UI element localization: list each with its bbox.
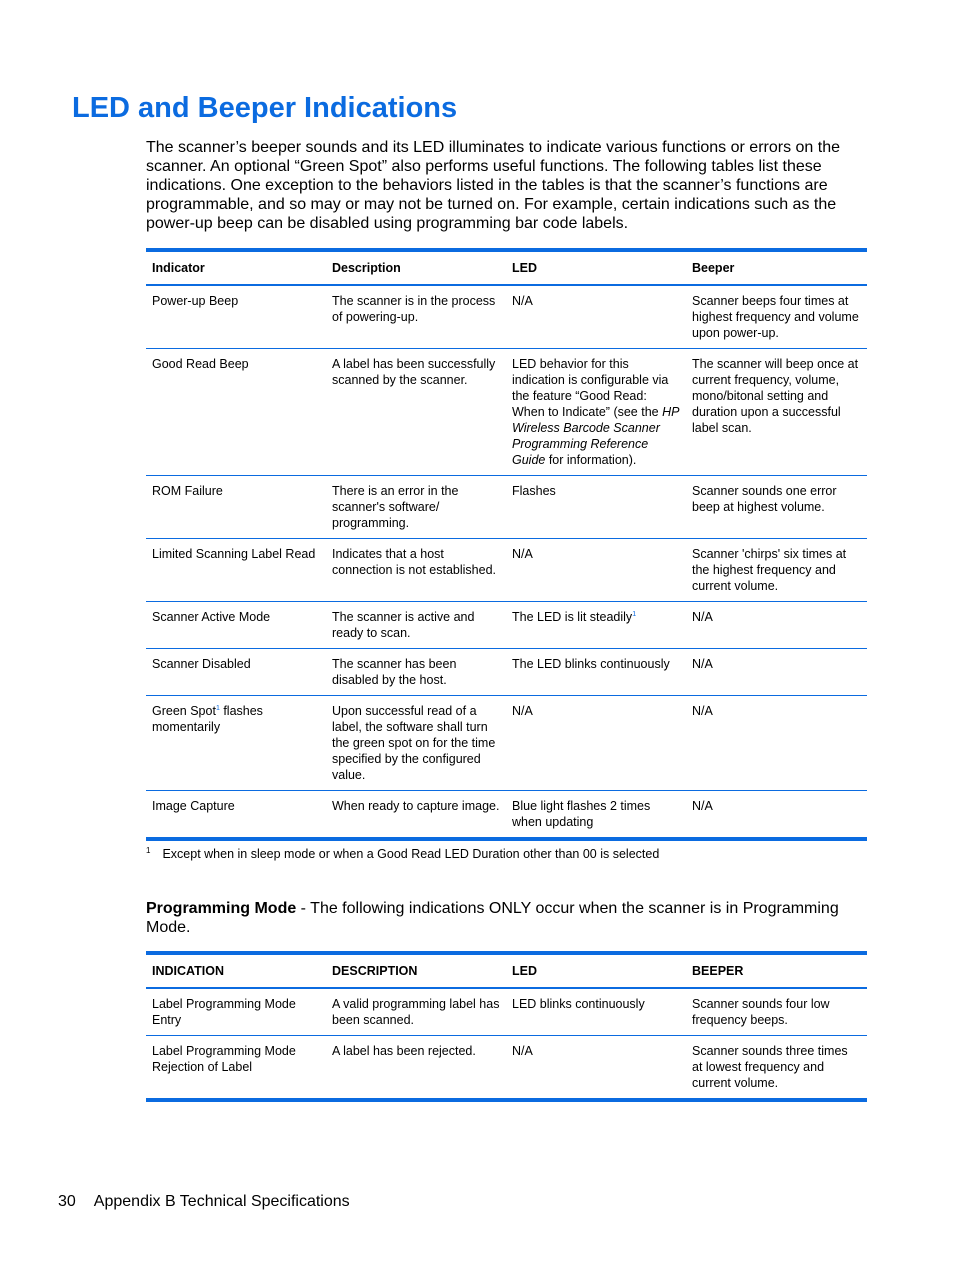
cell-led: The LED blinks continuously	[506, 649, 686, 696]
cell-description: Upon successful read of a label, the software shall turn the green spot on for the time specified by the configured value.	[326, 696, 506, 791]
header-beeper: Beeper	[686, 250, 867, 285]
reference-guide-title: HP Wireless Barcode Scanner Programming Reference Guide	[512, 405, 679, 467]
page-title: LED and Beeper Indications	[72, 92, 458, 124]
footer-section-title: Appendix B Technical Specifications	[93, 1193, 350, 1210]
table-row	[146, 791, 867, 840]
header-indicator: Indicator	[146, 250, 326, 285]
cell-description: A label has been successfully scanned by the scanner.	[326, 349, 506, 476]
programming-mode-table	[146, 951, 867, 1102]
cell-led: Blue light flashes 2 times when updating	[506, 791, 686, 840]
cell-beeper: Scanner sounds one error beep at highest volume.	[686, 476, 867, 539]
led-text: The LED is lit steadily	[512, 610, 633, 624]
table-header-row	[146, 250, 867, 285]
header-led: LED	[506, 250, 686, 285]
cell-indication: Label Programming Mode Rejection of Label	[146, 1036, 326, 1101]
cell-indicator: ROM Failure	[146, 476, 326, 539]
cell-description: The scanner is in the process of powering-up.	[326, 285, 506, 349]
table-header-row	[146, 953, 867, 988]
page-footer	[58, 1192, 350, 1211]
footnote-number: 1	[146, 846, 151, 855]
cell-description: The scanner has been disabled by the host.	[326, 649, 506, 696]
cell-description: A valid programming label has been scanned.	[326, 988, 506, 1036]
intro-paragraph: The scanner’s beeper sounds and its LED illuminates to indicate various functions or errors on the scanner. An optional “Green Spot” also performs useful functions. The following tables list these indications. One exception to the behaviors listed in the tables is that the scanner’s functions are programmable, and so may or may not be turned on. For example, certain indications such as the power-up beep can be disabled using programming bar code labels.	[146, 139, 841, 232]
cell-led: N/A	[506, 1036, 686, 1101]
header-led: LED	[506, 953, 686, 988]
cell-led	[506, 602, 686, 649]
cell-indicator: Image Capture	[146, 791, 326, 840]
table-row	[146, 476, 867, 539]
table-row	[146, 1036, 867, 1101]
cell-indication: Label Programming Mode Entry	[146, 988, 326, 1036]
cell-description: There is an error in the scanner's software/ programming.	[326, 476, 506, 539]
cell-indicator: Limited Scanning Label Read	[146, 539, 326, 602]
cell-beeper: Scanner sounds four low frequency beeps.	[686, 988, 867, 1036]
table-row	[146, 649, 867, 696]
footnote-mark: 1	[632, 610, 637, 618]
cell-description: When ready to capture image.	[326, 791, 506, 840]
header-description: DESCRIPTION	[326, 953, 506, 988]
cell-led: Flashes	[506, 476, 686, 539]
cell-indicator: Scanner Disabled	[146, 649, 326, 696]
header-description: Description	[326, 250, 506, 285]
cell-beeper: Scanner 'chirps' six times at the highest frequency and current volume.	[686, 539, 867, 602]
footnote-mark: 1	[215, 704, 220, 712]
table-row	[146, 988, 867, 1036]
cell-beeper: N/A	[686, 602, 867, 649]
led-text-after: for information).	[545, 453, 637, 467]
page-number: 30	[58, 1193, 76, 1210]
cell-indicator: Scanner Active Mode	[146, 602, 326, 649]
led-text-before: LED behavior for this indication is configurable via the feature “Good Read: When to Indicate” (see the	[512, 357, 669, 419]
cell-beeper: The scanner will beep once at current frequency, volume, mono/bitonal setting and duration upon a successful label scan.	[686, 349, 867, 476]
cell-indicator: Good Read Beep	[146, 349, 326, 476]
cell-indicator	[146, 696, 326, 791]
table-row	[146, 539, 867, 602]
header-beeper: BEEPER	[686, 953, 867, 988]
footnote-text: Except when in sleep mode or when a Good Read LED Duration other than 00 is selected	[162, 847, 660, 862]
cell-led: N/A	[506, 285, 686, 349]
cell-led: LED blinks continuously	[506, 988, 686, 1036]
cell-led: N/A	[506, 696, 686, 791]
cell-led	[506, 349, 686, 476]
green-spot-text: Green Spot	[152, 704, 216, 718]
cell-beeper: N/A	[686, 791, 867, 840]
green-spot-text-after: flashes momentarily	[152, 704, 263, 734]
table-footnote	[146, 843, 659, 862]
cell-beeper: Scanner beeps four times at highest frequency and volume upon power-up.	[686, 285, 867, 349]
cell-description: A label has been rejected.	[326, 1036, 506, 1101]
cell-led: N/A	[506, 539, 686, 602]
led-beeper-table	[146, 248, 867, 841]
table-row	[146, 602, 867, 649]
table-row	[146, 349, 867, 476]
programming-mode-paragraph	[146, 899, 856, 937]
table-row	[146, 285, 867, 349]
header-indication: INDICATION	[146, 953, 326, 988]
cell-beeper: N/A	[686, 649, 867, 696]
cell-description: The scanner is active and ready to scan.	[326, 602, 506, 649]
programming-mode-heading: Programming Mode	[146, 900, 297, 917]
cell-indicator: Power-up Beep	[146, 285, 326, 349]
table-row	[146, 696, 867, 791]
cell-beeper: N/A	[686, 696, 867, 791]
cell-description: Indicates that a host connection is not established.	[326, 539, 506, 602]
programming-mode-text: - The following indications ONLY occur when the scanner is in Programming Mode.	[146, 900, 839, 936]
cell-beeper: Scanner sounds three times at lowest frequency and current volume.	[686, 1036, 867, 1101]
